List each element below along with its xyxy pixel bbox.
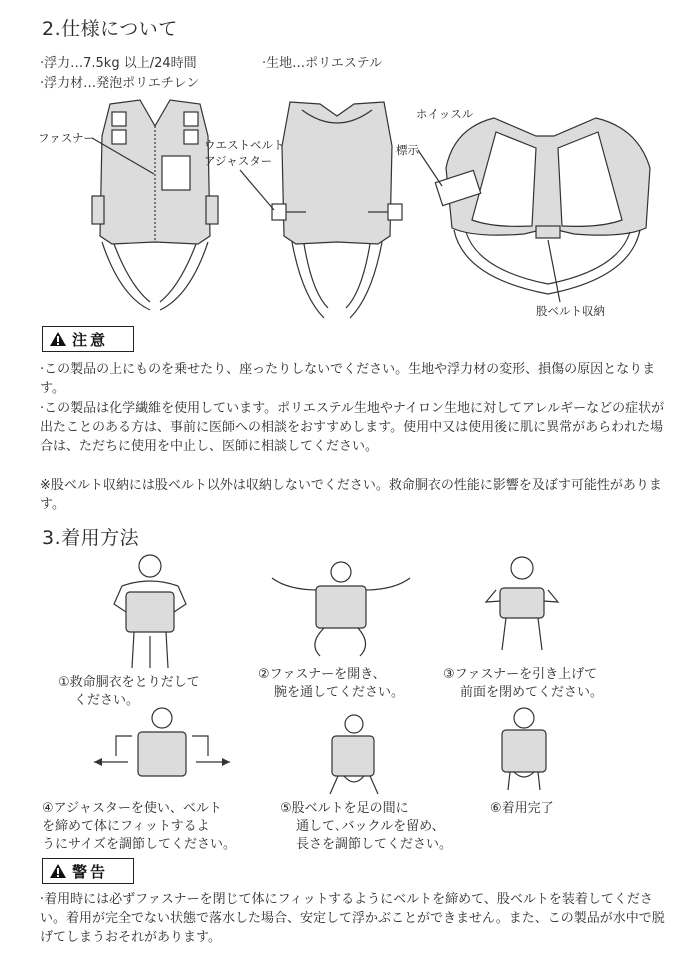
- caution-badge: [42, 326, 134, 352]
- step3-figure: [482, 554, 562, 654]
- label-crotch-belt-storage: 股ベルト収納: [536, 304, 605, 318]
- step2-caption-line2: 腕を通してください。: [274, 685, 405, 700]
- leader-fastener: [92, 138, 156, 178]
- label-adjuster: アジャスター: [204, 154, 273, 168]
- step3-caption-line1: ③ファスナーを引き上げて: [443, 667, 598, 682]
- spec-float-material: ·浮力材…発泡ポリエチレン: [40, 76, 200, 91]
- warning-triangle-icon: [49, 863, 67, 879]
- spec-heading: 2.仕様について: [42, 18, 178, 40]
- step4-caption-line1: ④アジャスターを使い、ベルト: [42, 801, 222, 816]
- step6-caption: ⑥着用完了: [490, 801, 554, 816]
- leader-adjuster: [240, 170, 280, 214]
- vest-back-illustration: [262, 96, 412, 326]
- step3-caption-line2: 前面を閉めてください。: [460, 685, 604, 700]
- step1-figure: [110, 552, 190, 670]
- vest-front-illustration: [80, 96, 230, 316]
- spec-buoyancy: ·浮力…7.5kg 以上/24時間: [40, 56, 197, 71]
- step5-caption-line1: ⑤股ベルトを足の間に: [280, 801, 409, 816]
- spec-fabric: ·生地…ポリエステル: [262, 56, 382, 71]
- step2-figure: [268, 560, 414, 660]
- step4-caption-line2: を締めて体にフィットするよ: [42, 819, 210, 834]
- step6-figure: [492, 706, 556, 792]
- step4-caption-line3: うにサイズを調節してください。: [42, 837, 236, 852]
- leader-sign: [418, 150, 448, 190]
- step4-figure: [92, 706, 232, 790]
- label-fastener: ファスナー: [38, 131, 96, 145]
- leader-crotch: [548, 240, 568, 304]
- howto-heading: 3.着用方法: [42, 527, 140, 549]
- caution-item-2: ·この製品は化学繊維を使用しています。ポリエステル生地やナイロン生地に対してアレルギーなどの症状が出たことのある方は、事前に医師への相談をおすすめします。使用中又は使用後に肌に異常があらわれた場合は、ただちに使用を中止し、医師に相談してください。: [40, 401, 665, 454]
- label-whistle: ホイッスル: [416, 107, 474, 121]
- label-sign: 標示: [396, 143, 419, 157]
- step5-caption-line2: 通して､バックルを留め、: [296, 819, 445, 834]
- step1-caption-line2: ください。: [74, 693, 140, 708]
- warning-triangle-icon: [49, 331, 67, 347]
- step1-caption-line1: ①救命胴衣をとりだして: [58, 675, 200, 690]
- label-waist-belt: ウエストベルト: [204, 138, 285, 152]
- step2-caption-line1: ②ファスナーを開き、: [258, 667, 386, 682]
- step5-figure: [318, 714, 388, 796]
- warning-label: 警告: [72, 862, 109, 881]
- warning-badge: [42, 858, 134, 884]
- caution-label: 注意: [72, 330, 109, 349]
- step5-caption-line3: 長さを調節してください。: [296, 837, 453, 852]
- caution-item-3: ※股ベルト収納には股ベルト以外は収納しないでください。救命胴衣の性能に影響を及ぼす可能性があります。: [40, 478, 662, 512]
- warning-text: ·着用時には必ずファスナーを閉じて体にフィットするようにベルトを締めて、股ベルトを装着してください。着用が完全でない状態で落水した場合、安定して浮かぶことができません。また、この製品が水中で脱げてしまうおそれがあります。: [40, 892, 665, 945]
- caution-item-1: ·この製品の上にものを乗せたり、座ったりしないでください。生地や浮力材の変形、損傷の原因となります。: [40, 362, 656, 396]
